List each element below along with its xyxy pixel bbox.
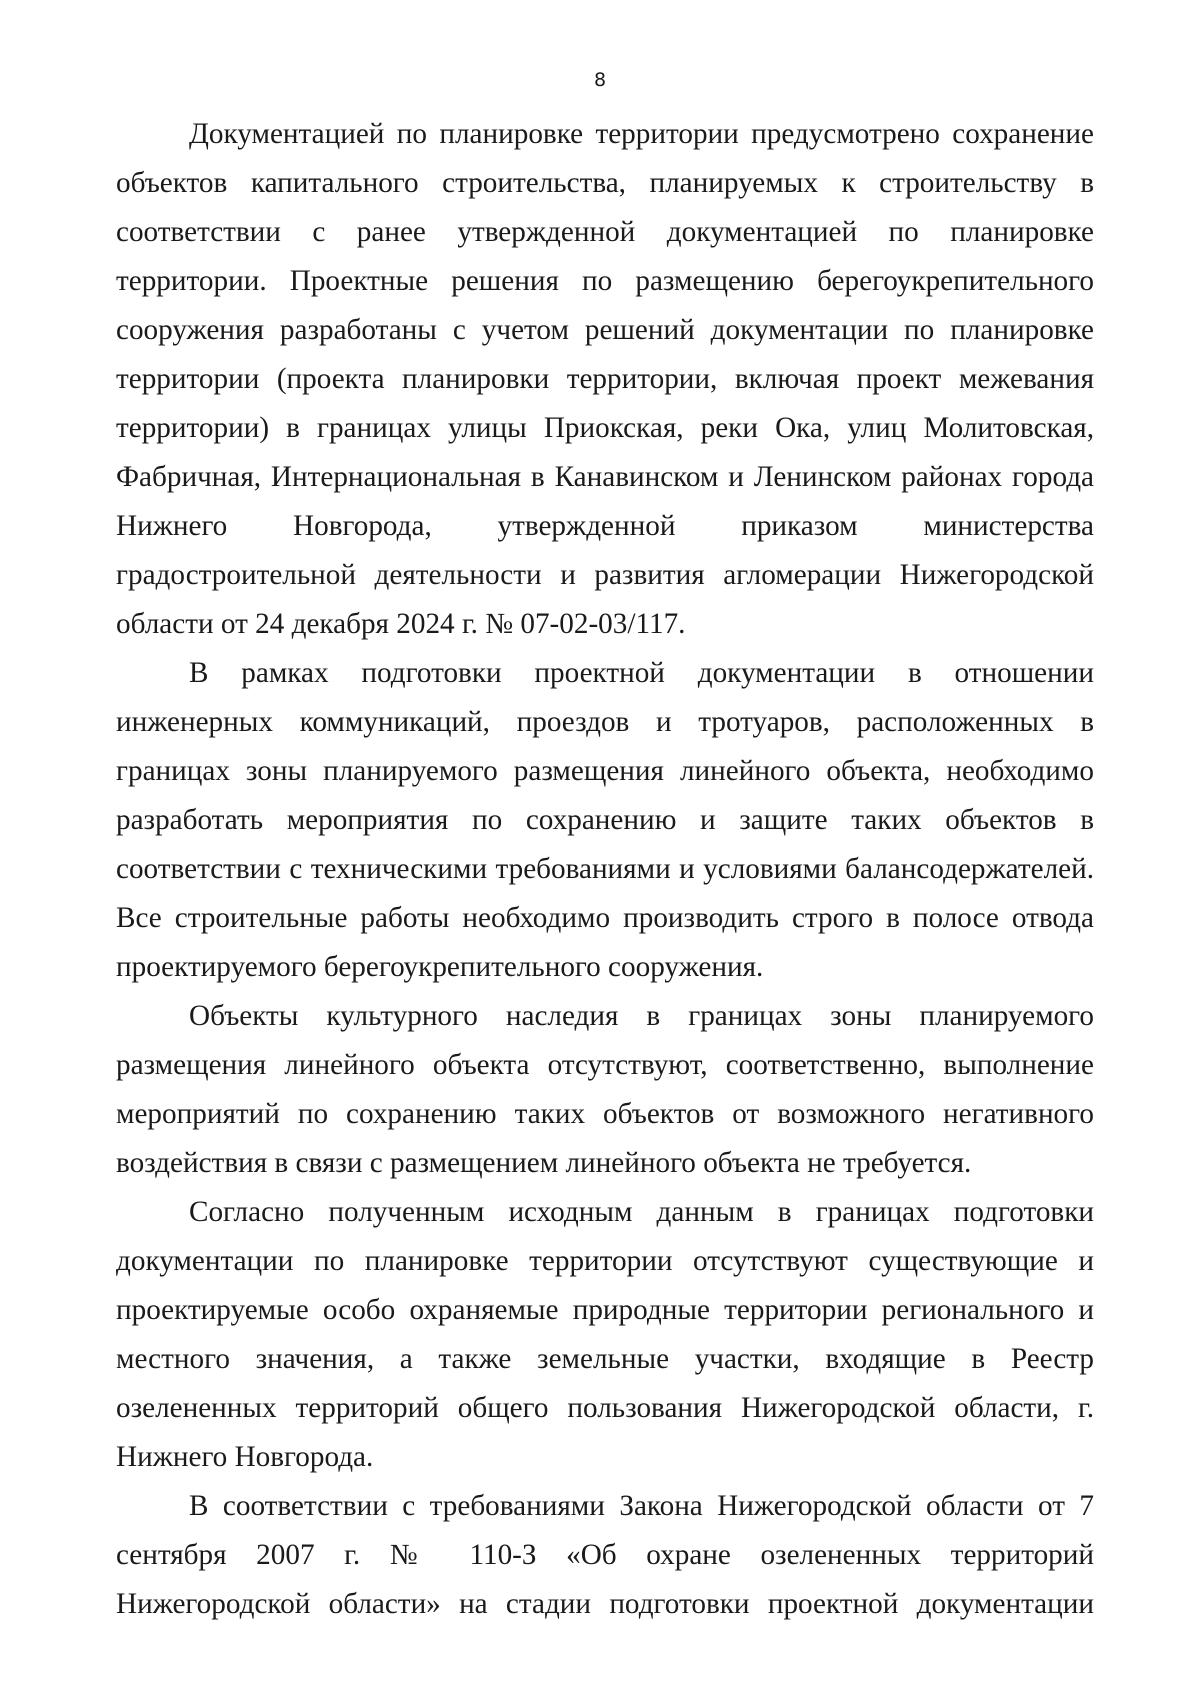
paragraph-protected-areas: Согласно полученным исходным данным в границах подготовки документации по планировке территории отсутствуют существующие и проектируемые особо охраняемые природные территории регионального и местного значения, а также земельные участки, входящие в Реестр озелененных территорий общего пользования Нижегородской области, г. Нижнего Новгорода. xyxy=(116,1196,1094,1473)
paragraph-cultural-heritage: Объекты культурного наследия в границах зоны планируемого размещения линейного объекта отсутствуют, соответственно, выполнение мероприятий по сохранению таких объектов от возможного негативного воздействия в связи с размещением линейного объекта не требуется. xyxy=(116,1000,1094,1179)
paragraph-planning-documentation: Документацией по планировке территории предусмотрено сохранение объектов капитального строительства, планируемых к строительству в соответствии с ранее утвержденной документацией по планировке территории. Проектные решения по размещению берегоукрепительного сооружения разработаны с учетом решений документации по планировке территории (проекта планировки территории, включая проект межевания территории) в границах улицы Приокская, реки Ока, улиц Молитовская, Фабричная, Интернациональная в Канавинском и Ленинском районах города Нижнего Новгорода, утвержденной приказом министерства градостроительной деятельности и развития агломерации Нижегородской области от 24 декабря 2024 г. № 07-02-03/117. xyxy=(116,118,1094,640)
document-body xyxy=(116,110,1094,1629)
paragraph-engineering-communications: В рамках подготовки проектной документации в отношении инженерных коммуникаций, проездов и тротуаров, расположенных в границах зоны планируемого размещения линейного объекта, необходимо разработать мероприятия по сохранению и защите таких объектов в соответствии с техническими требованиями и условиями балансодержателей. Все строительные работы необходимо производить строго в полосе отвода проектируемого берегоукрепительного сооружения. xyxy=(116,657,1094,983)
page-number: 8 xyxy=(593,69,607,91)
paragraph-green-areas-law: В соответствии с требованиями Закона Нижегородской области от 7 сентября 2007 г. № 110-З «Об охране озелененных территорий Нижегородской области» на стадии подготовки проектной документации xyxy=(116,1490,1094,1620)
